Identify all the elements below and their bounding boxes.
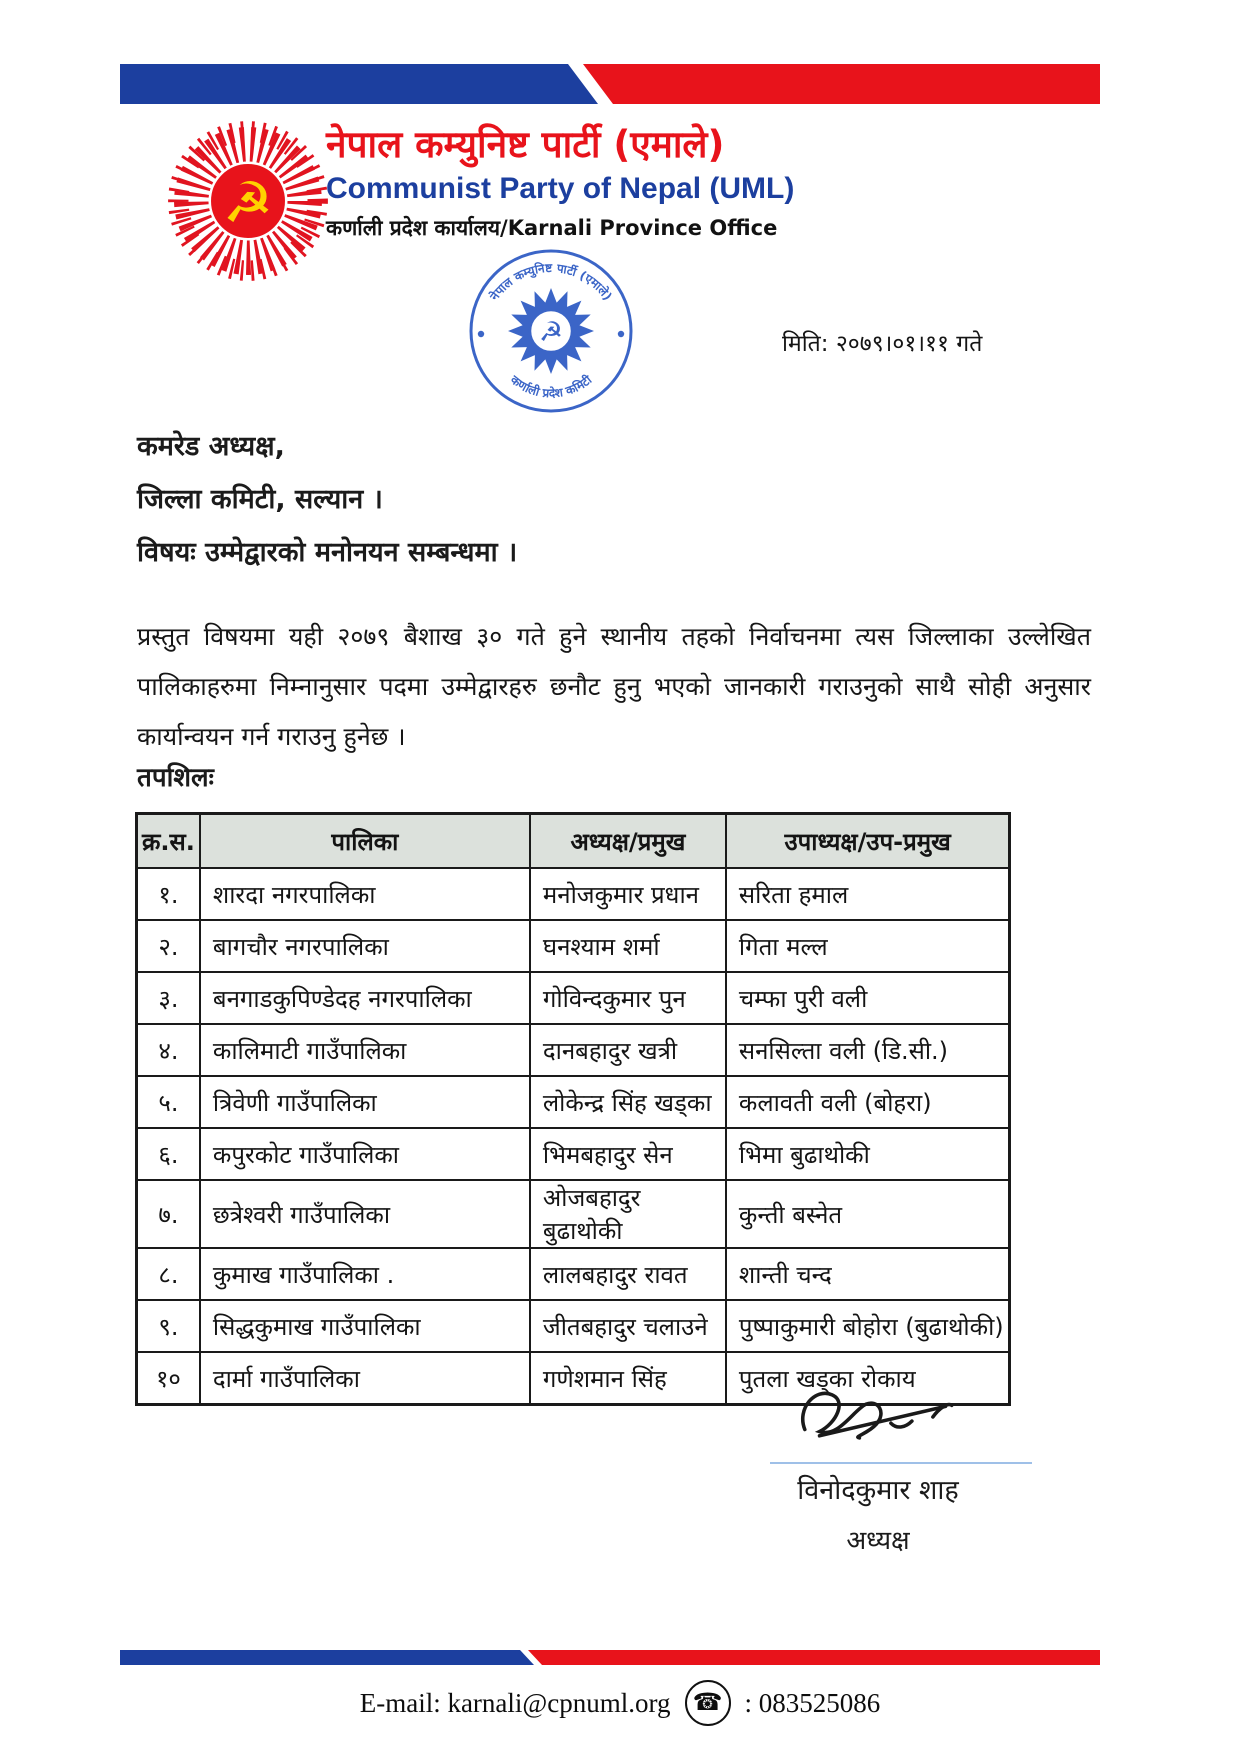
table-header-cell: पालिका	[200, 814, 530, 869]
table-body	[137, 868, 1010, 1405]
table-cell: भिमबहादुर सेन	[530, 1128, 726, 1180]
party-name-nepali: नेपाल कम्युनिष्ट पार्टी (एमाले)	[326, 123, 725, 166]
table-cell: ९.	[137, 1300, 200, 1352]
table-cell: दार्मा गाउँपालिका	[200, 1352, 530, 1405]
subject-line: विषयः उम्मेद्वारको मनोनयन सम्बन्धमा ।	[137, 537, 518, 568]
table-cell: कपुरकोट गाउँपालिका	[200, 1128, 530, 1180]
table-cell: ५.	[137, 1076, 200, 1128]
footer-phone: : 083525086	[744, 1687, 881, 1718]
table-cell: छत्रेश्वरी गाउँपालिका	[200, 1180, 530, 1248]
table-row	[137, 920, 1010, 972]
office-name: कर्णाली प्रदेश कार्यालय/Karnali Province Office	[326, 215, 778, 240]
table-cell: ३.	[137, 972, 200, 1024]
table-cell: १.	[137, 868, 200, 920]
table-cell: ४.	[137, 1024, 200, 1076]
table-cell: दानबहादुर खत्री	[530, 1024, 726, 1076]
hammer-sickle-icon: ☭	[222, 171, 274, 237]
candidates-table	[135, 812, 1011, 1406]
table-cell: मनोजकुमार प्रधान	[530, 868, 726, 920]
table-row	[137, 972, 1010, 1024]
table-cell: सनसिल्ता वली (डि.सी.)	[726, 1024, 1010, 1076]
table-cell: ७.	[137, 1180, 200, 1248]
table-header-row	[137, 814, 1010, 869]
table-row	[137, 1300, 1010, 1352]
telephone-icon: ☎	[685, 1680, 731, 1726]
header-band-blue-segment	[120, 64, 598, 104]
official-stamp	[466, 246, 636, 416]
table-cell: कुमाख गाउँपालिका .	[200, 1248, 530, 1300]
table-cell: पुतला खड्का रोकाय	[726, 1352, 1010, 1405]
table-cell: गिता मल्ल	[726, 920, 1010, 972]
table-cell: पुष्पाकुमारी बोहोरा (बुढाथोकी)	[726, 1300, 1010, 1352]
footer-band	[120, 1650, 1100, 1665]
table-cell: कुन्ती बस्नेत	[726, 1180, 1010, 1248]
table-cell: २.	[137, 920, 200, 972]
table-cell: त्रिवेणी गाउँपालिका	[200, 1076, 530, 1128]
table-row	[137, 1248, 1010, 1300]
table-cell: लालबहादुर रावत	[530, 1248, 726, 1300]
table-cell: भिमा बुढाथोकी	[726, 1128, 1010, 1180]
stamp-right-dot	[618, 331, 624, 337]
table-cell: बागचौर नगरपालिका	[200, 920, 530, 972]
table-header-cell: अध्यक्ष/प्रमुख	[530, 814, 726, 869]
date-line: मिति: २०७९।०१।११ गते	[782, 331, 983, 357]
footer-band-blue-segment	[120, 1650, 534, 1665]
table-row	[137, 868, 1010, 920]
table-cell: ओजबहादुर बुढाथोकी	[530, 1180, 726, 1248]
table-cell: गोविन्दकुमार पुन	[530, 972, 726, 1024]
table-cell: ६.	[137, 1128, 200, 1180]
addressee-line-1: कमरेड अध्यक्ष,	[137, 431, 285, 462]
signatory-title: अध्यक्ष	[846, 1526, 910, 1556]
party-emblem	[163, 116, 333, 286]
signature-underline	[770, 1462, 1032, 1464]
signatory-name: विनोदकुमार शाह	[797, 1475, 959, 1506]
table-cell: सिद्धकुमाख गाउँपालिका	[200, 1300, 530, 1352]
table-row	[137, 1128, 1010, 1180]
table-cell: १०	[137, 1352, 200, 1405]
table-cell: चम्फा पुरी वली	[726, 972, 1010, 1024]
table-row	[137, 1076, 1010, 1128]
stamp-left-dot	[478, 331, 484, 337]
stamp-bottom-text: कर्णाली प्रदेश कमिटी	[507, 372, 595, 401]
footer-contact	[0, 1680, 1240, 1726]
addressee-line-2: जिल्ला कमिटी, सल्यान ।	[137, 484, 383, 515]
table-cell: जीतबहादुर चलाउने	[530, 1300, 726, 1352]
party-name-english: Communist Party of Nepal (UML)	[326, 171, 795, 205]
table-cell: कलावती वली (बोहरा)	[726, 1076, 1010, 1128]
body-paragraph: प्रस्तुत विषयमा यही २०७९ बैशाख ३० गते हुने स्थानीय तहको निर्वाचनमा त्यस जिल्लाका उल्लेखित पालिकाहरुमा निम्नानुसार पदमा उम्मेद्वारहरु छनौट हुनु भएको जानकारी गराउनुको साथै सोही अनुसार कार्यान्वयन गर्न गराउनु हुनेछ ।	[137, 622, 1091, 751]
details-label: तपशिलः	[137, 763, 214, 793]
stamp-top-text: नेपाल कम्युनिष्ट पार्टी (एमाले)	[487, 260, 615, 304]
table-cell: ८.	[137, 1248, 200, 1300]
footer-email: E-mail: karnali@cpnuml.org	[359, 1687, 671, 1718]
table-header-cell: उपाध्यक्ष/उप-प्रमुख	[726, 814, 1010, 869]
table-cell: शान्ती चन्द	[726, 1248, 1010, 1300]
table-cell: कालिमाटी गाउँपालिका	[200, 1024, 530, 1076]
table-cell: घनश्याम शर्मा	[530, 920, 726, 972]
table-header-cell: क्र.स.	[137, 814, 200, 869]
header-band-red-segment	[583, 64, 1100, 104]
stamp-hammer-sickle-icon: ☭	[538, 317, 564, 348]
table-cell: सरिता हमाल	[726, 868, 1010, 920]
table-row	[137, 1024, 1010, 1076]
signature-scribble	[788, 1376, 956, 1462]
table-cell: गणेशमान सिंह	[530, 1352, 726, 1405]
table-cell: बनगाडकुपिण्डेदह नगरपालिका	[200, 972, 530, 1024]
header-band	[120, 64, 1100, 104]
table-cell: शारदा नगरपालिका	[200, 868, 530, 920]
table-row	[137, 1180, 1010, 1248]
footer-band-red-segment	[528, 1650, 1100, 1665]
table-cell: लोकेन्द्र सिंह खड्का	[530, 1076, 726, 1128]
masthead	[326, 124, 1046, 242]
